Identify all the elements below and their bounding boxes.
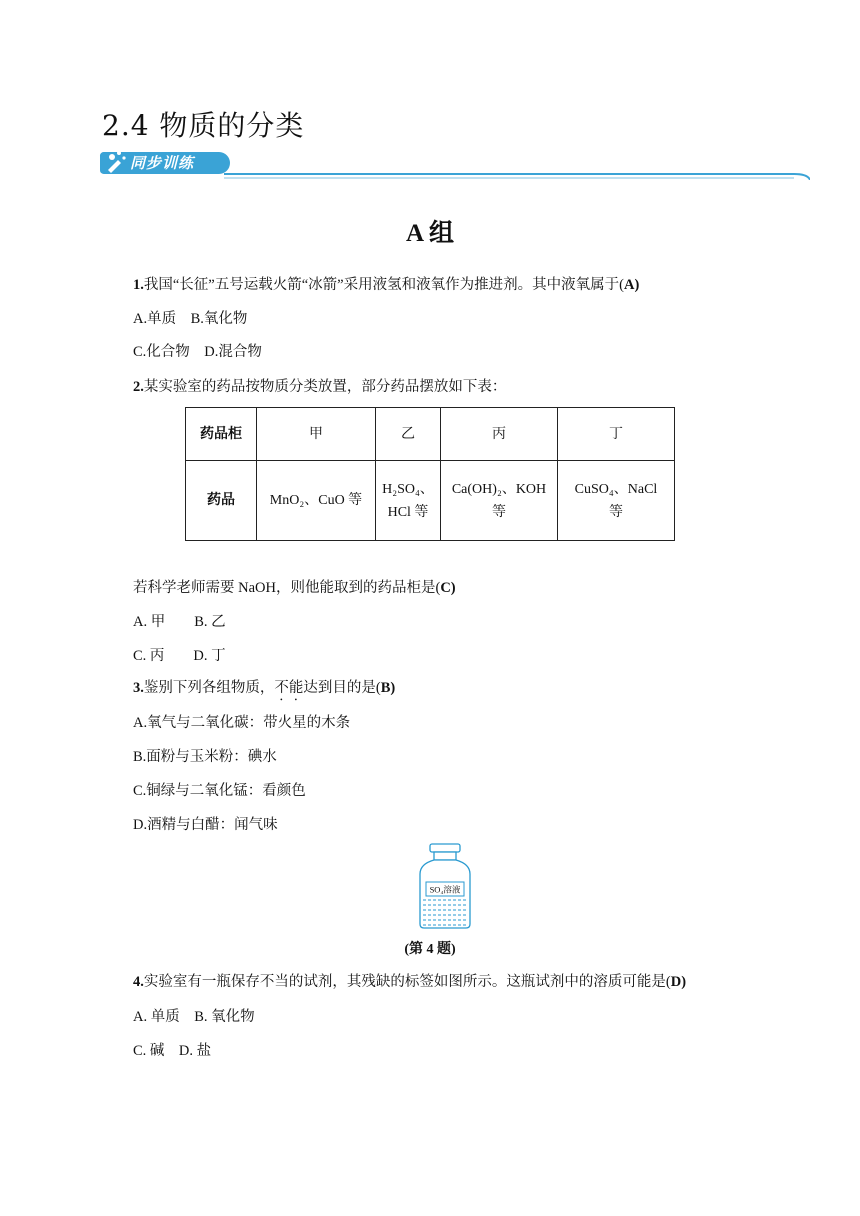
q1-close: ) <box>634 277 640 293</box>
figure-caption: (第 4 题) <box>404 942 456 957</box>
drugs-bing-line-2: 等 <box>492 504 506 520</box>
drugs-ding-line-1: CuSO₄、NaCl <box>574 481 658 497</box>
drugs-ding-line-2: 等 <box>609 504 623 520</box>
q1-option-line-1: A.单质 B.氧化物 <box>133 311 248 327</box>
q1-option-line-2: C.化合物 D.混合物 <box>133 344 262 360</box>
q2-follow <box>133 578 456 598</box>
q3-option-a: A.氧气与二氧化碳：带火星的木条 <box>133 715 351 731</box>
reagent-bottle-figure <box>412 842 478 932</box>
q3-number: 3. <box>133 680 144 696</box>
drugs-bing-line-1: Ca(OH)₂、KOH <box>451 481 547 497</box>
q1-stem <box>133 275 639 295</box>
q4-stem-text: 实验室有一瓶保存不当的试剂，其残缺的标签如图所示。这瓶试剂中的溶质可能是( <box>143 974 671 990</box>
q3-close: ) <box>390 680 396 696</box>
cabinet-jia: 甲 <box>257 408 376 461</box>
q2-number: 2. <box>133 379 144 395</box>
q3-stem-emphasis: 不能 <box>274 680 304 696</box>
q2-stem <box>133 377 506 397</box>
drug-cabinet-table <box>185 407 675 541</box>
q3-stem-post: 达到目的是( <box>303 680 381 696</box>
section-title: 2.4 物质的分类 <box>102 109 305 142</box>
drugs-bing <box>441 461 558 541</box>
q2-follow-text: 若科学老师需要 NaOH，则他能取到的药品柜是( <box>133 580 441 596</box>
q4-close: ) <box>681 974 687 990</box>
q4-number: 4. <box>133 974 144 990</box>
q3-option-b: B.面粉与玉米粉：碘水 <box>133 749 277 765</box>
table-row <box>186 408 675 461</box>
q3-option-d: D.酒精与白醋：闻气味 <box>133 817 278 833</box>
q3-stem <box>133 678 395 704</box>
row-header-cabinet: 药品柜 <box>186 408 257 461</box>
q4-option-line-2: C. 碱 D. 盐 <box>133 1043 212 1059</box>
q2-option-line-1: A. 甲 B. 乙 <box>133 614 226 630</box>
q3-option-c: C.铜绿与二氧化锰：看颜色 <box>133 783 306 799</box>
drugs-yi-line-2: HCl 等 <box>387 504 429 520</box>
pencil-sparkle-icon <box>104 148 130 174</box>
cabinet-ding: 丁 <box>558 408 675 461</box>
cabinet-bing: 丙 <box>441 408 558 461</box>
drugs-jia: MnO₂、CuO 等 <box>257 461 376 541</box>
drugs-ding <box>558 461 675 541</box>
banner-underline <box>224 166 810 180</box>
table-row <box>186 461 675 541</box>
q3-answer: B <box>380 680 391 696</box>
row-header-drugs: 药品 <box>186 461 257 541</box>
q4-answer: D <box>670 974 682 990</box>
q2-answer: C <box>440 580 451 596</box>
cabinet-yi: 乙 <box>376 408 441 461</box>
drugs-yi <box>376 461 441 541</box>
q1-number: 1. <box>133 277 144 293</box>
q4-stem <box>133 972 686 992</box>
bottle-label-text: SO₄溶液 <box>429 884 461 895</box>
q4-option-line-1: A. 单质 B. 氧化物 <box>133 1009 255 1025</box>
group-heading: A 组 <box>406 220 454 247</box>
q1-stem-text: 我国“长征”五号运载火箭“冰箭”采用液氢和液氧作为推进剂。其中液氧属于( <box>143 277 624 293</box>
section-banner <box>100 148 712 180</box>
drugs-yi-line-1: H₂SO₄、 <box>382 481 434 497</box>
q3-stem-pre: 鉴别下列各组物质， <box>143 680 275 696</box>
q1-answer: A <box>623 277 635 293</box>
banner-label: 同步训练 <box>130 154 195 172</box>
q2-option-line-2: C. 丙 D. 丁 <box>133 648 226 664</box>
q2-stem-text: 某实验室的药品按物质分类放置，部分药品摆放如下表： <box>143 379 507 395</box>
q2-close: ) <box>450 580 456 596</box>
